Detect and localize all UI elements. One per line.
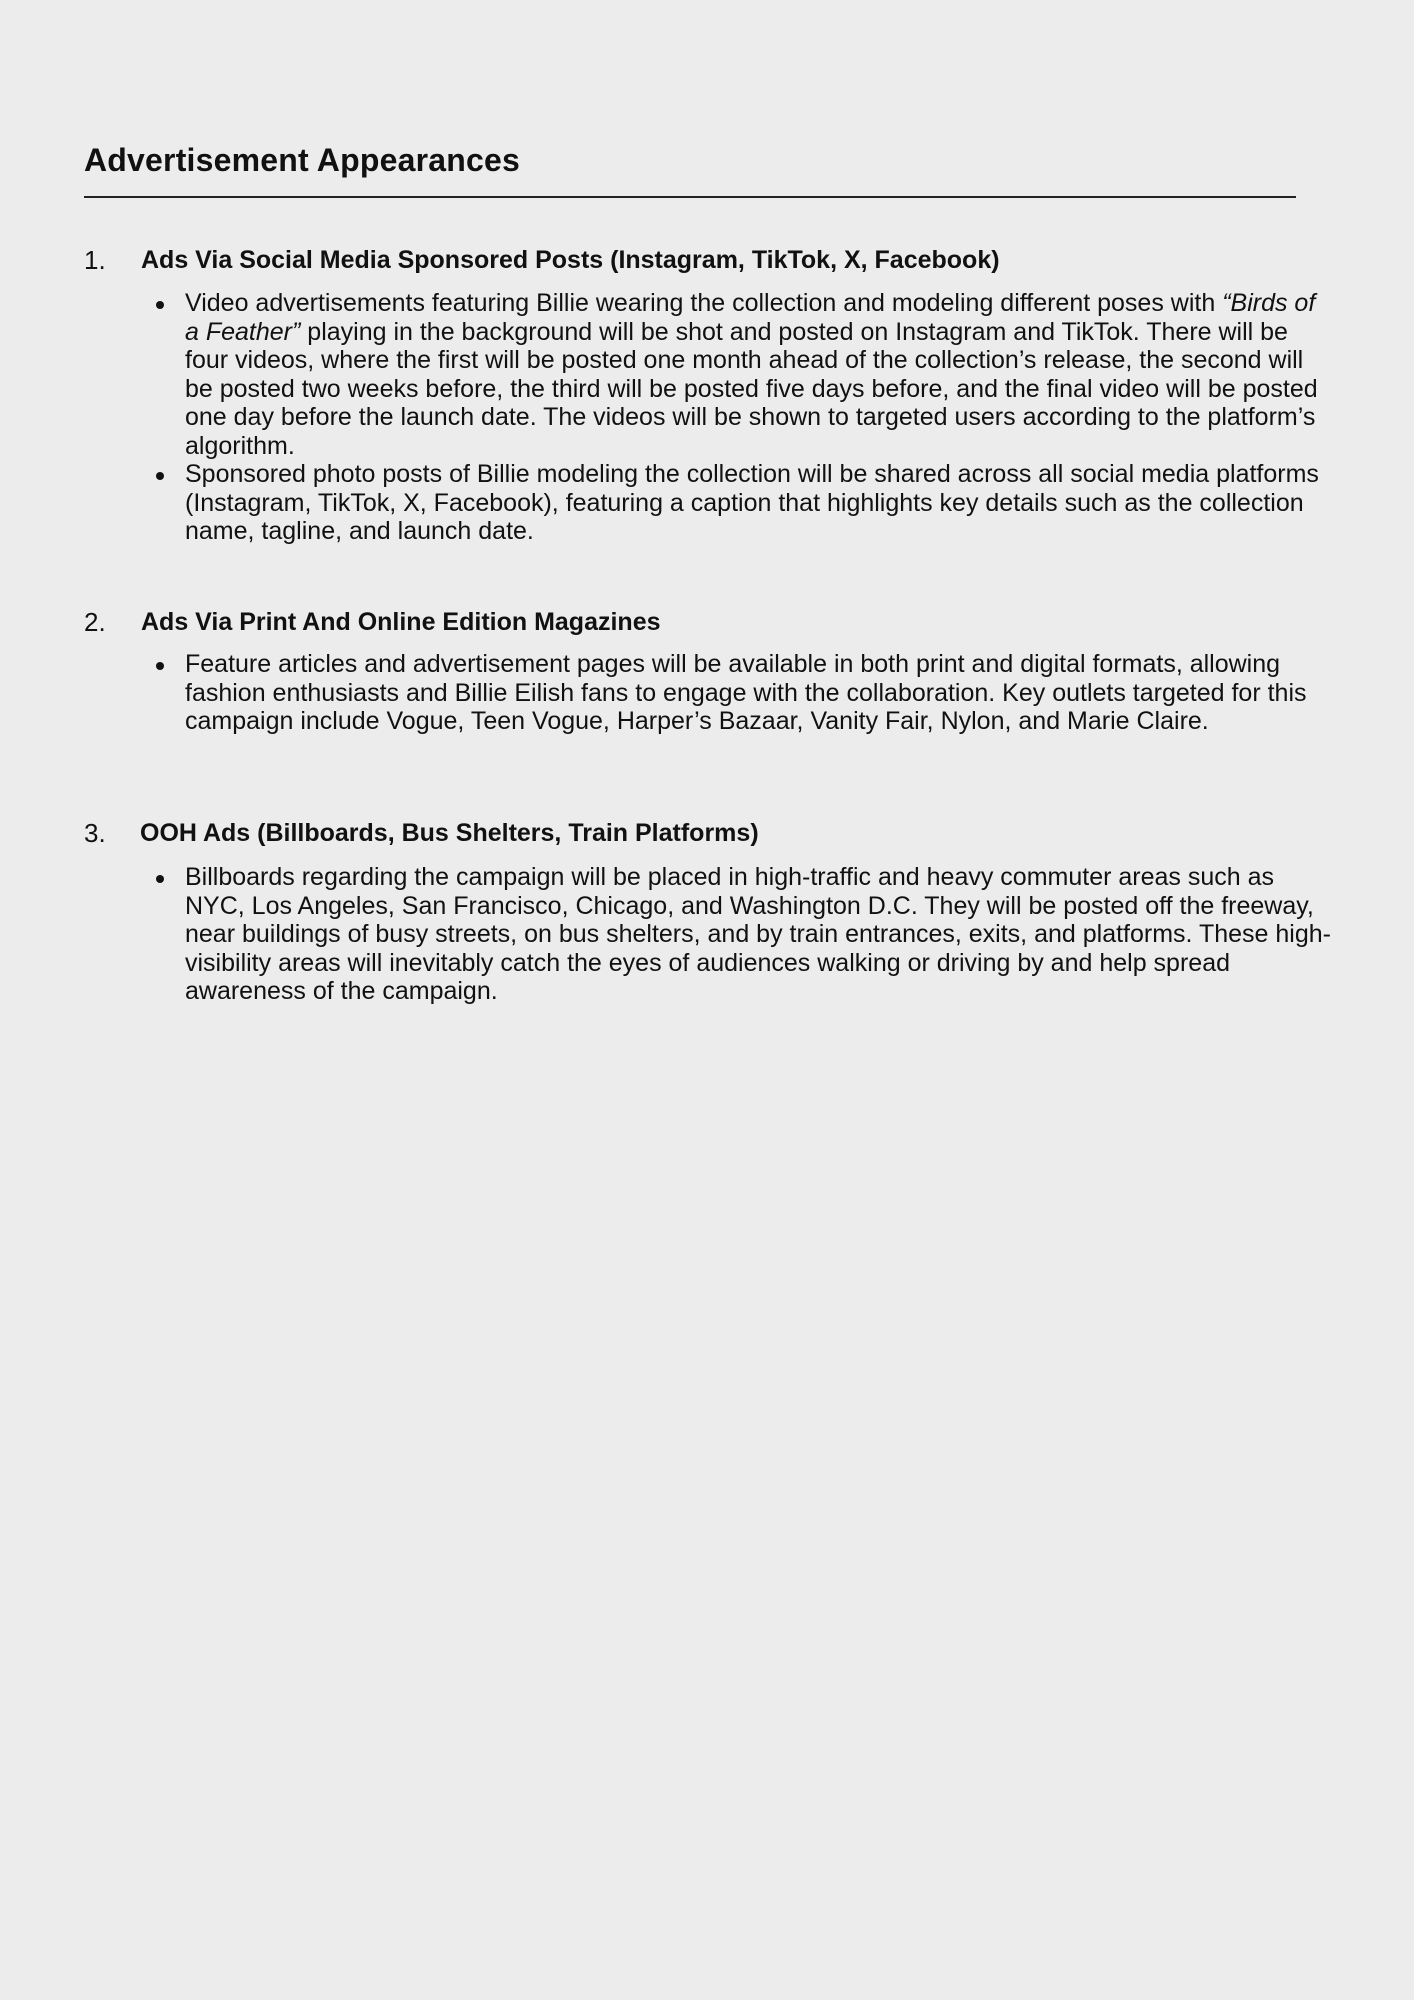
bullet-icon [156, 662, 164, 670]
song-title: “Birds of a Feather” [185, 289, 1316, 346]
section-header [84, 813, 1244, 853]
bullet-list [84, 863, 1331, 1006]
bullet-text: Sponsored photo posts of Billie modeling the collection will be shared across all social media platforms (Instagram, TikTok, X, Facebook), featuring a caption that highlights key details such as the collection name, tagline, and launch date. [185, 460, 1319, 545]
list-item [84, 863, 1335, 1006]
section-header [84, 240, 1244, 280]
section-heading: Ads Via Social Media Sponsored Posts (Instagram, TikTok, X, Facebook) [141, 246, 1000, 274]
list-item [84, 460, 1335, 546]
section-magazines [84, 602, 1307, 736]
bullet-icon [156, 472, 164, 480]
section-heading: OOH Ads (Billboards, Bus Shelters, Train Platforms) [140, 819, 759, 847]
bullet-text: Video advertisements featuring Billie wearing the collection and modeling different poses with “Birds of a Feather” playing in the background will be shot and posted on Instagram and TikTok. There will be four videos, where the first will be posted one month ahead of the collection’s release, the second will be posted two weeks before, the third will be posted five days before, and the final video will be posted one day before the launch date. The videos will be shown to targeted users according to the platform’s algorithm. [185, 289, 1318, 460]
bullet-text: Billboards regarding the campaign will be placed in high-traffic and heavy commuter areas such as NYC, Los Angeles, San Francisco, Chicago, and Washington D.C. They will be posted off the freeway, near buildings of busy streets, on bus shelters, and by train entrances, exits, and platforms. These high-visibility areas will inevitably catch the eyes of audiences walking or driving by and help spread awareness of the campaign. [185, 863, 1331, 1005]
title-divider [84, 196, 1296, 198]
section-number: 1. [84, 245, 106, 275]
section-number: 3. [84, 818, 106, 848]
section-header [84, 602, 1244, 642]
list-item [84, 650, 1335, 736]
bullet-icon [156, 875, 164, 883]
bullet-list [84, 289, 1319, 546]
bullet-text: Feature articles and advertisement pages will be available in both print and digital formats, allowing fashion enthusiasts and Billie Eilish fans to engage with the collaboration. Key outlets targeted for this campaign include Vogue, Teen Vogue, Harper’s Bazaar, Vanity Fair, Nylon, and Marie Claire. [185, 650, 1307, 735]
bullet-list [84, 650, 1307, 736]
bullet-icon [156, 301, 164, 309]
section-heading: Ads Via Print And Online Edition Magazines [141, 608, 661, 636]
section-ooh [84, 813, 1331, 1006]
section-social-media [84, 240, 1319, 546]
section-number: 2. [84, 607, 106, 637]
page-title: Advertisement Appearances [84, 142, 520, 178]
list-item [84, 289, 1335, 460]
